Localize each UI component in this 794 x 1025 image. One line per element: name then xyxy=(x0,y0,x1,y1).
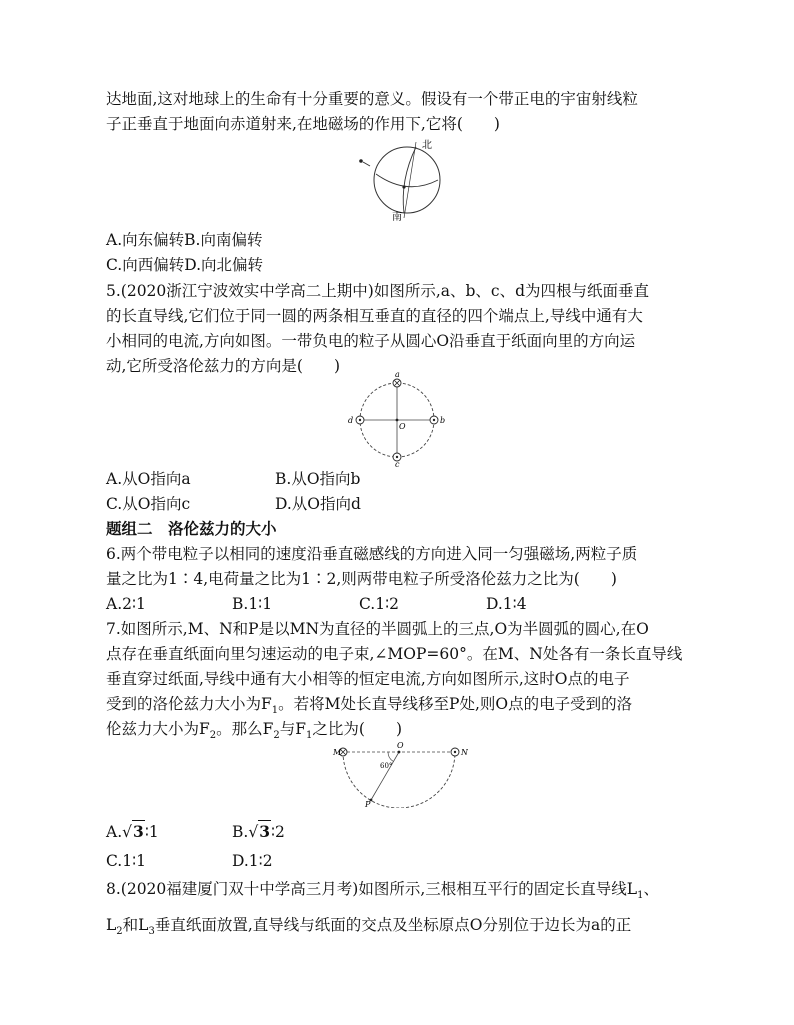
q7-option-a: A.√3∶1 xyxy=(106,822,159,841)
q6-line-1: 6.两个带电粒子以相同的速度沿垂直磁感线的方向进入同一匀强磁场,两粒子质 xyxy=(106,545,638,563)
angle-arc xyxy=(388,752,394,762)
q8-line-1: 8.(2020福建厦门双十中学高三月考)如图所示,三根相互平行的固定长直导线$L_1$、 xyxy=(106,880,659,902)
q6-option-a: A.2∶1 xyxy=(106,595,146,613)
semicircle-figure xyxy=(332,742,468,808)
q8-line-2: $L_2$和$L_3$垂直纸面放置,直导线与纸面的交点及坐标原点O分别位于边长为a的正 xyxy=(106,916,632,938)
axis-line xyxy=(404,142,416,218)
earth-circle xyxy=(374,147,440,213)
q5-option-b: B.从O指向b xyxy=(275,470,361,488)
q6-option-c: C.1∶2 xyxy=(359,595,399,613)
q5-line-1: 5.(2020浙江宁波效实中学高二上期中)如图所示,a、b、c、d为四根与纸面垂直 xyxy=(106,282,650,300)
q7-option-b: B.√3∶2 xyxy=(232,822,285,841)
q5-option-c: C.从O指向c xyxy=(106,495,191,513)
q7-line-2: 点存在垂直纸面向里匀速运动的电子束,∠MOP=60°。在M、N处各有一条长直导线 xyxy=(106,645,683,663)
q6-option-d: D.1∶4 xyxy=(486,595,527,613)
q6-line-2: 量之比为1∶4,电荷量之比为1∶2,则两带电粒子所受洛伦兹力之比为( ) xyxy=(106,570,617,588)
q5-line-4: 动,它所受洛伦兹力的方向是( ) xyxy=(106,357,341,375)
q7-option-d: D.1∶2 xyxy=(232,852,273,870)
radius-op xyxy=(371,752,399,800)
label-n: N xyxy=(461,748,468,757)
four-wires-figure xyxy=(346,372,446,468)
center-dot xyxy=(396,419,399,422)
label-a: a xyxy=(395,372,400,379)
q4-options-cd: C.向西偏转D.向北偏转 xyxy=(106,256,264,274)
q7-line-1: 7.如图所示,M、N和P是以MN为直径的半圆弧上的三点,O为半圆弧的圆心,在O xyxy=(106,620,649,638)
north-label: 北 xyxy=(422,140,432,151)
label-o: O xyxy=(399,422,406,431)
q5-option-d: D.从O指向d xyxy=(275,495,361,513)
label-c: c xyxy=(395,460,400,468)
q7-line-4: 受到的洛伦兹力大小为$F_1$。若将M处长直导线移至P处,则O点的电子受到的洛 xyxy=(106,695,633,717)
particle-dot xyxy=(359,159,363,163)
q6-option-b: B.1∶1 xyxy=(232,595,273,613)
point-o xyxy=(398,751,401,754)
semicircle-arc xyxy=(343,752,455,808)
q4-options-ab: A.向东偏转B.向南偏转 xyxy=(106,231,263,249)
section-title: 题组二 洛伦兹力的大小 xyxy=(106,520,277,538)
label-d: d xyxy=(348,416,354,425)
label-o: O xyxy=(397,742,404,750)
q4-line-1: 达地面,这对地球上的生命有十分重要的意义。假设有一个带正电的宇宙射线粒 xyxy=(106,90,638,108)
meridian-line xyxy=(403,147,416,213)
q5-line-2: 的长直导线,它们位于同一圆的两条相互垂直的直径的四个端点上,导线中通有大 xyxy=(106,307,643,325)
q7-line-3: 垂直穿过纸面,导线中通有大小相等的恒定电流,方向如图所示,这时O点的电子 xyxy=(106,670,630,688)
label-m: M xyxy=(333,748,342,757)
q7-option-c: C.1∶1 xyxy=(106,852,146,870)
equator-dot xyxy=(402,185,405,188)
q4-line-2: 子正垂直于地面向赤道射来,在地磁场的作用下,它将( ) xyxy=(106,115,500,133)
ray-arrow xyxy=(363,162,370,166)
q5-line-3: 小相同的电流,方向如图。一带负电的粒子从圆心O沿垂直于纸面向里的方向运 xyxy=(106,332,636,350)
label-p: P xyxy=(365,800,371,808)
south-label: 南 xyxy=(392,212,402,222)
earth-magnetic-figure xyxy=(350,136,470,222)
equator-line xyxy=(376,174,438,187)
angle-label: 60° xyxy=(380,762,393,770)
label-b: b xyxy=(440,416,446,425)
q5-option-a: A.从O指向a xyxy=(106,470,191,488)
q7-line-5: 伦兹力大小为$F_2$。那么$F_2$与$F_1$之比为( ) xyxy=(106,720,403,742)
